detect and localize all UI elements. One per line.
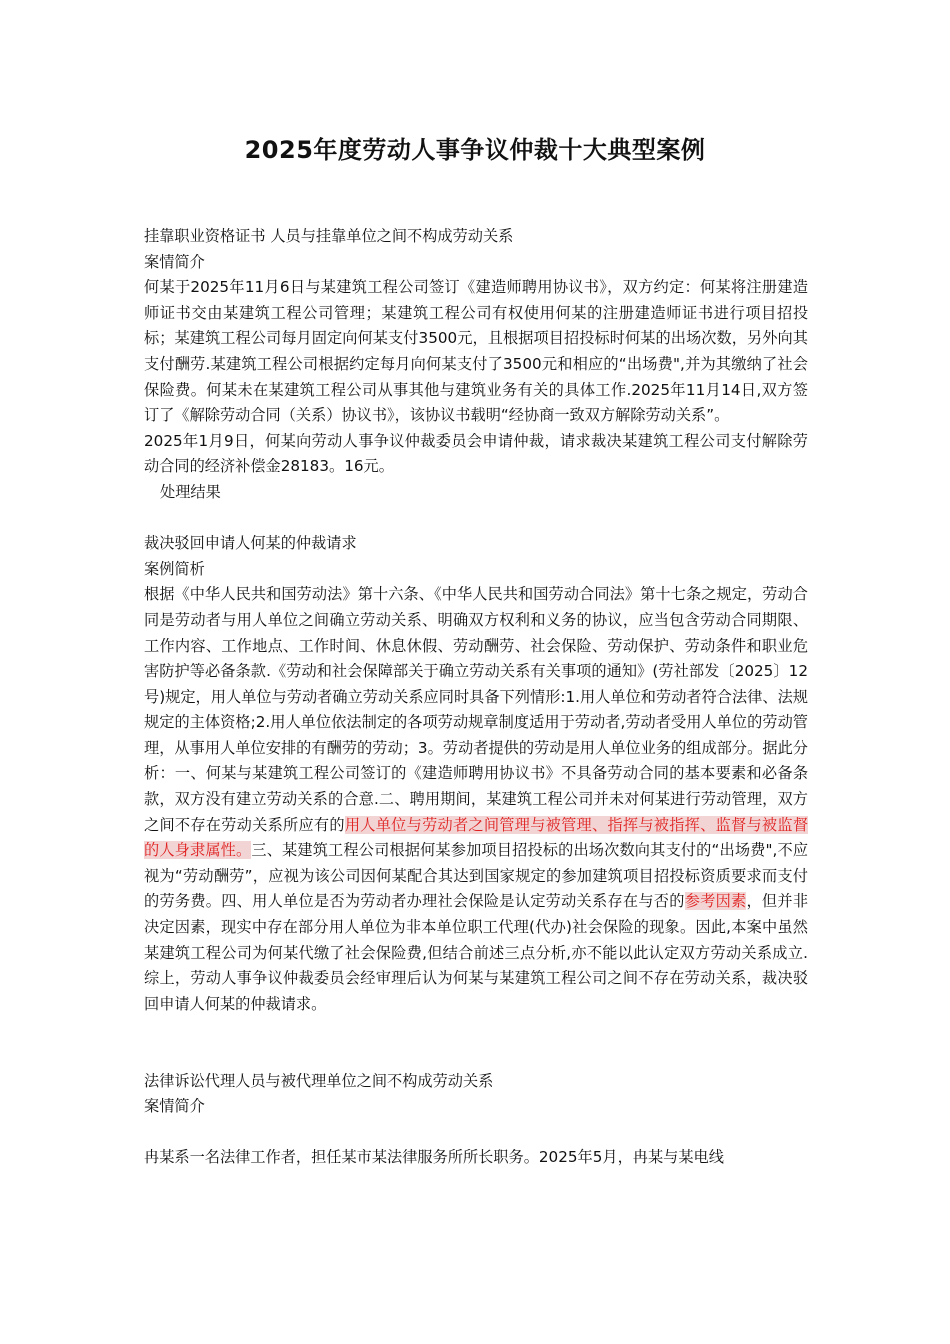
case1-intro-paragraph-1: 何某于2025年11月6日与某建筑工程公司签订《建造师聘用协议书》，双方约定：何某将注册建造师证书交由某建筑工程公司管理；某建筑工程公司有权使用何某的注册建造师证书进行项目招投标；某建筑工程公司每月固定向何某支付3500元，且根据项目招投标时何某的出场次数，另外向其支付酬劳.某建筑工程公司根据约定每月向何某支付了3500元和相应的“出场费",并为其缴纳了社会保险费。何某未在某建筑工程公司从事其他与建筑业务有关的具体工作.2025年11月14日,双方签订了《解除劳动合同（关系）协议书》，该协议书载明“经协商一致双方解除劳动关系”。 <box>144 278 808 425</box>
case1-analysis-paragraph <box>144 582 808 1017</box>
spacer <box>144 506 808 532</box>
document-title: 2025年度劳动人事争议仲裁十大典型案例 <box>244 136 706 164</box>
case2-intro-paragraph-1: 冉某系一名法律工作者，担任某市某法律服务所所长职务。2025年5月，冉某与某电线 <box>144 1148 724 1167</box>
case1-result-label: 处理结果 <box>160 482 221 501</box>
spacer <box>144 1120 808 1146</box>
analysis-text-part-1: 根据《中华人民共和国劳动法》第十六条、《中华人民共和国劳动合同法》第十七条之规定，劳动合同是劳动者与用人单位之间确立劳动关系、明确双方权利和义务的协议，应当包含劳动合同期限、工作内容、工作地点、工作时间、休息休假、劳动酬劳、社会保险、劳动保护、劳动条件和职业危害防护等必备条款.《劳动和社会保障部关于确立劳动关系有关事项的通知》(劳社部发〔2025〕12号)规定，用人单位与劳动者确立劳动关系应同时具备下列情形:1.用人单位和劳动者符合法律、法规规定的主体资格;2.用人单位依法制定的各项劳动规章制度适用于劳动者,劳动者受用人单位的劳动管理，从事用人单位安排的有酬劳的劳动；3。劳动者提供的劳动是用人单位业务的组成部分。据此分析：一、何某与某建筑工程公司签订的《建造师聘用协议书》不具备劳动合同的基本要素和必备条款，双方没有建立劳动关系的合意.二、聘用期间，某建筑工程公司并未对何某进行劳动管理，双方之间不存在劳动关系所应有的 <box>144 585 808 834</box>
case1-analysis-label: 案例简析 <box>144 559 205 578</box>
analysis-text-part-2: 三、某建筑工程公司根据何某参加项目招投标的出场次数向其支付的“出场费",不应视为“劳动酬劳”，应视为该公司因何某配合其达到国家规定的参加建筑项目招投标资质要求而支付的劳务费。四、用人单位是否为劳动者办理社会保险是认定劳动关系存在与否的 <box>144 841 809 911</box>
spacer <box>144 1017 808 1068</box>
case2-heading: 法律诉讼代理人员与被代理单位之间不构成劳动关系 <box>144 1071 494 1090</box>
analysis-highlight-2: 参考因素 <box>684 892 747 911</box>
case2-intro-label: 案情简介 <box>144 1097 205 1116</box>
analysis-text-part-3: ，但并非决定因素，现实中存在部分用人单位为非本单位职工代理(代办)社会保险的现象。因此,本案中虽然某建筑工程公司为何某代缴了社会保险费,但结合前述三点分析,亦不能以此认定双方劳动关系成立.综上，劳动人事争议仲裁委员会经审理后认为何某与某建筑工程公司之间不存在劳动关系，裁决驳回申请人何某的仲裁请求。 <box>144 892 809 1013</box>
case1-result-text: 裁决驳回申请人何某的仲裁请求 <box>144 534 357 553</box>
case1-intro-label: 案情简介 <box>144 252 205 271</box>
case1-heading: 挂靠职业资格证书 人员与挂靠单位之间不构成劳动关系 <box>144 227 514 245</box>
case1-intro-paragraph-2: 2025年1月9日，何某向劳动人事争议仲裁委员会申请仲裁，请求裁决某建筑工程公司支付解除劳动合同的经济补偿金28183。16元。 <box>144 431 808 476</box>
document-body <box>144 224 808 1171</box>
analysis-highlight-1: 用人单位与劳动者之间管理与被管理、指挥与被指挥、监督与被监督的人身隶属性。 <box>144 815 809 860</box>
